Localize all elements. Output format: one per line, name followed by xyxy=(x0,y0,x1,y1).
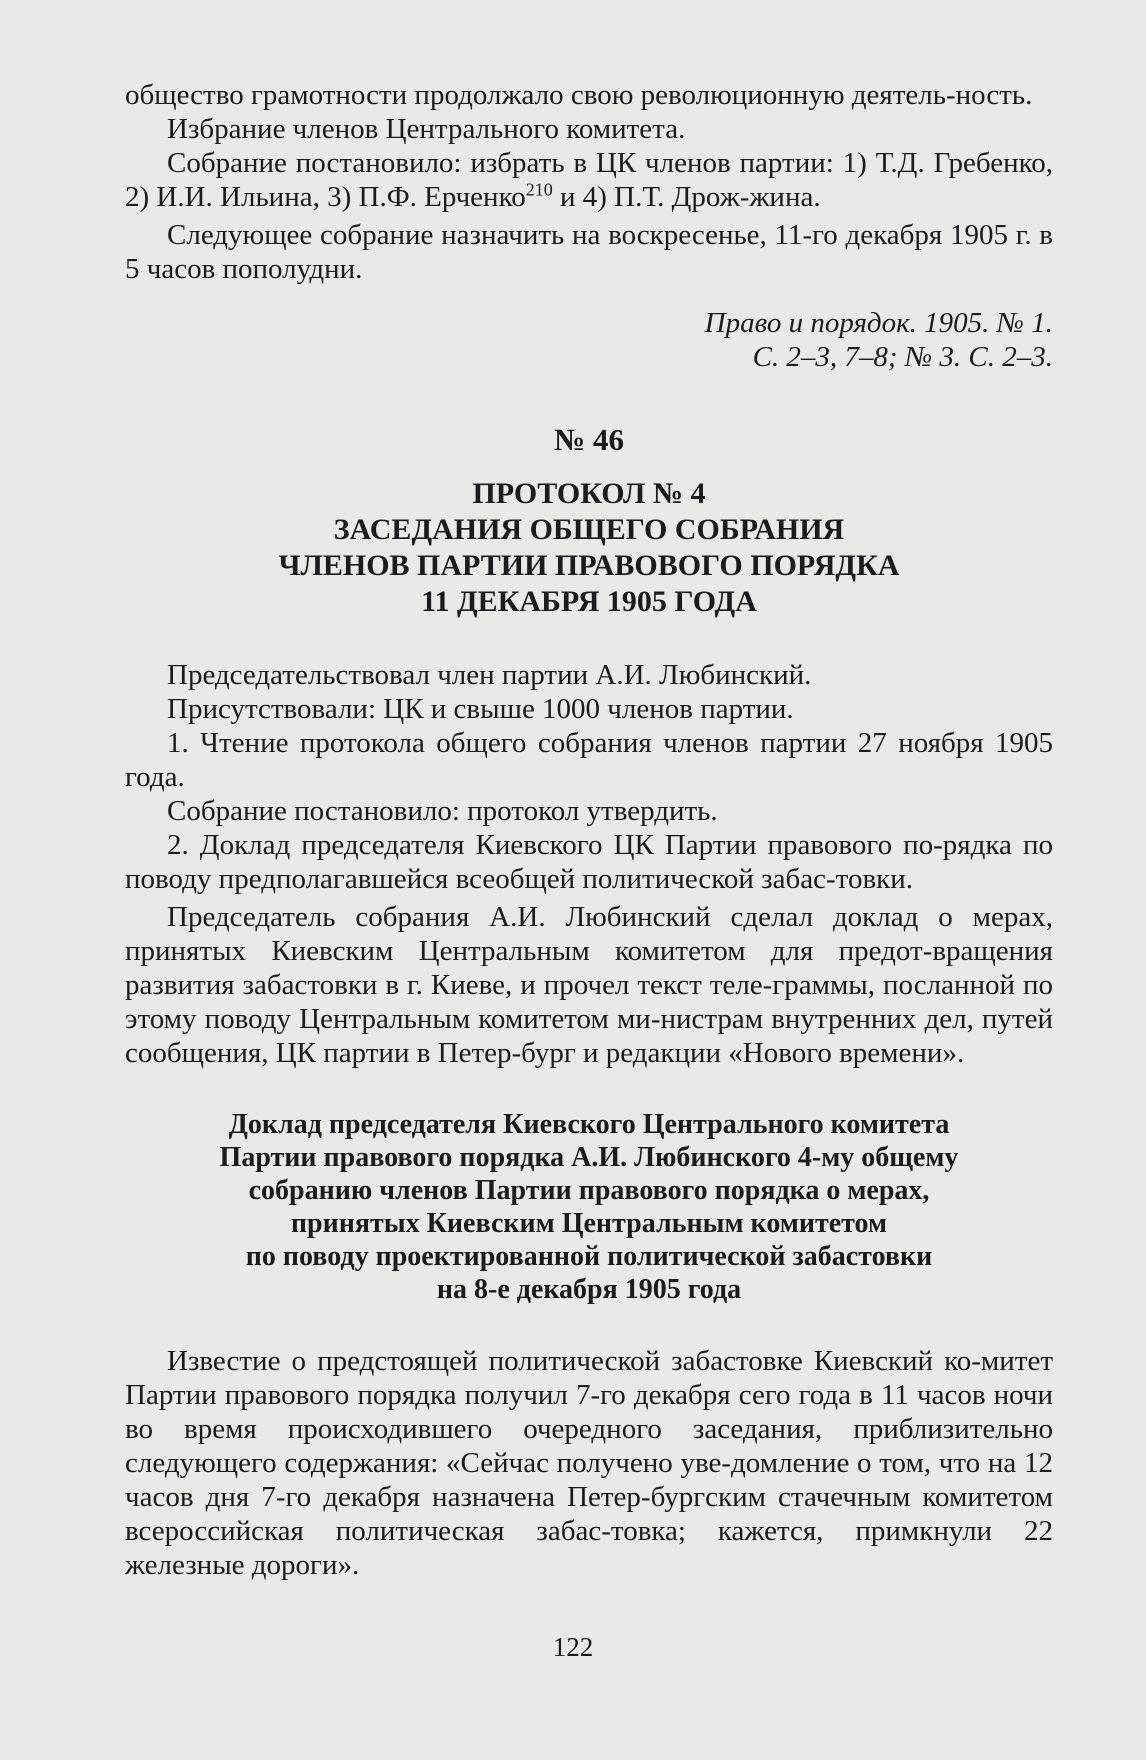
paragraph: Собрание постановило: протокол утвердить. xyxy=(167,795,718,827)
title-line: по поводу проектированной политической забастовки xyxy=(245,1241,933,1272)
footnote-marker: 210 xyxy=(525,179,553,200)
title-line: ЗАСЕДАНИЯ ОБЩЕГО СОБРАНИЯ xyxy=(333,513,845,546)
paragraph-text: Собрание постановило: избрать в ЦК членов партии: 1) Т.Д. Гребенко, 2) И.И. Ильина, 3) П.Ф. Ерченко xyxy=(125,147,1053,213)
paragraph-text: и 4) П.Т. Дрож-жина. xyxy=(552,181,821,213)
report-title xyxy=(125,1108,1053,1306)
title-line: Доклад председателя Киевского Центрального комитета xyxy=(228,1109,950,1140)
paragraph: Присутствовали: ЦК и свыше 1000 членов партии. xyxy=(167,693,794,725)
title-line: принятых Киевским Центральным комитетом xyxy=(290,1208,888,1239)
paragraph: Председатель собрания А.И. Любинский сделал доклад о мерах, принятых Киевским Центральным комитетом для предот-вращения развития забастовки в г. Киеве, и прочел текст теле-граммы, посланной по этому поводу Центральным комитетом ми-нистрам внутренних дел, путей сообщения, ЦК партии в Петер-бург и редакции «Нового времени». xyxy=(125,901,1053,1069)
document-number: № 46 xyxy=(554,422,624,457)
title-line: ПРОТОКОЛ № 4 xyxy=(472,477,706,510)
title-line: на 8-е декабря 1905 года xyxy=(436,1274,742,1305)
protocol-body xyxy=(125,658,1053,1070)
paragraph: Следующее собрание назначить на воскресенье, 11-го декабря 1905 г. в 5 часов пополудни. xyxy=(125,219,1053,285)
paragraph: Избрание членов Центрального комитета. xyxy=(167,113,686,145)
source-line: С. 2–3, 7–8; № 3. С. 2–3. xyxy=(752,341,1053,373)
title-line: собранию членов Партии правового порядка о мерах, xyxy=(248,1175,930,1206)
page-number: 122 xyxy=(552,1632,594,1662)
title-line: 11 ДЕКАБРЯ 1905 ГОДА xyxy=(421,585,757,618)
paragraph: 1. Чтение протокола общего собрания членов партии 27 ноября 1905 года. xyxy=(125,727,1053,793)
paragraph: Председательствовал член партии А.И. Любинский. xyxy=(167,659,812,691)
source-citation xyxy=(125,306,1053,374)
text-column xyxy=(125,78,1053,1582)
paragraph: 2. Доклад председателя Киевского ЦК Партии правового по-рядка по поводу предполагавшейся всеобщей политической забас-товки. xyxy=(125,829,1053,895)
paragraph: Известие о предстоящей политической забастовке Киевский ко-митет Партии правового порядка получил 7-го декабря сего года в 11 часов ночи во время происходившего очередного заседания, приблизительно следующего содержания: «Сейчас получено уве-домление о том, что на 12 часов дня 7-го декабря назначена Петер-бургским стачечным комитетом всероссийская политическая забас-товка; кажется, примкнули 22 железные дороги». xyxy=(125,1345,1053,1581)
report-body xyxy=(125,1344,1053,1582)
paragraph xyxy=(125,146,1053,214)
source-line: Право и порядок. 1905. № 1. xyxy=(704,307,1053,339)
paragraph: общество грамотности продолжало свою революционную деятель-ность. xyxy=(125,79,1033,111)
document-title xyxy=(125,476,1053,620)
title-line: Партии правового порядка А.И. Любинского 4-му общему xyxy=(219,1142,959,1173)
title-line: ЧЛЕНОВ ПАРТИИ ПРАВОВОГО ПОРЯДКА xyxy=(278,549,900,582)
